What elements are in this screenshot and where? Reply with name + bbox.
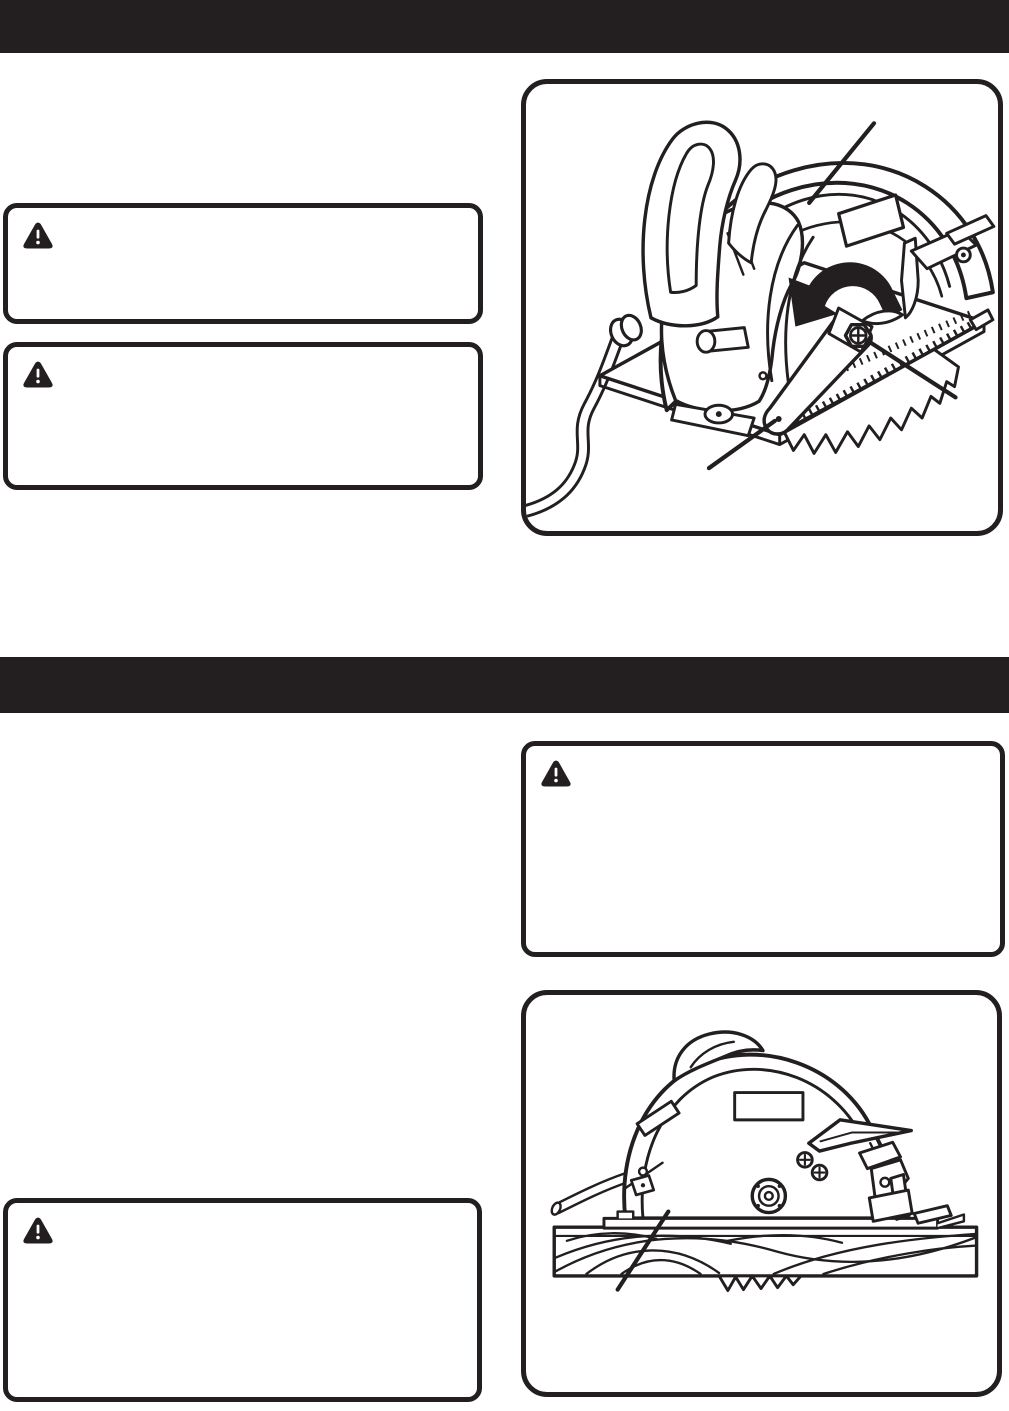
warning-box-1 xyxy=(3,203,483,324)
circular-saw-blade-rotation-illustration xyxy=(526,84,998,531)
warning-box-4 xyxy=(3,1198,482,1402)
figure-box-saw-on-board xyxy=(521,990,1002,1397)
warning-triangle-icon xyxy=(22,220,54,249)
figure-box-blade-rotation xyxy=(521,79,1003,536)
warning-triangle-icon xyxy=(22,1215,54,1244)
warning-box-3 xyxy=(521,741,1005,957)
warning-triangle-icon xyxy=(22,359,54,388)
section-banner xyxy=(0,657,1009,713)
circular-saw-on-board-illustration xyxy=(526,995,997,1392)
warning-box-2 xyxy=(3,342,483,490)
warning-triangle-icon xyxy=(540,758,572,787)
top-banner xyxy=(0,0,1009,53)
